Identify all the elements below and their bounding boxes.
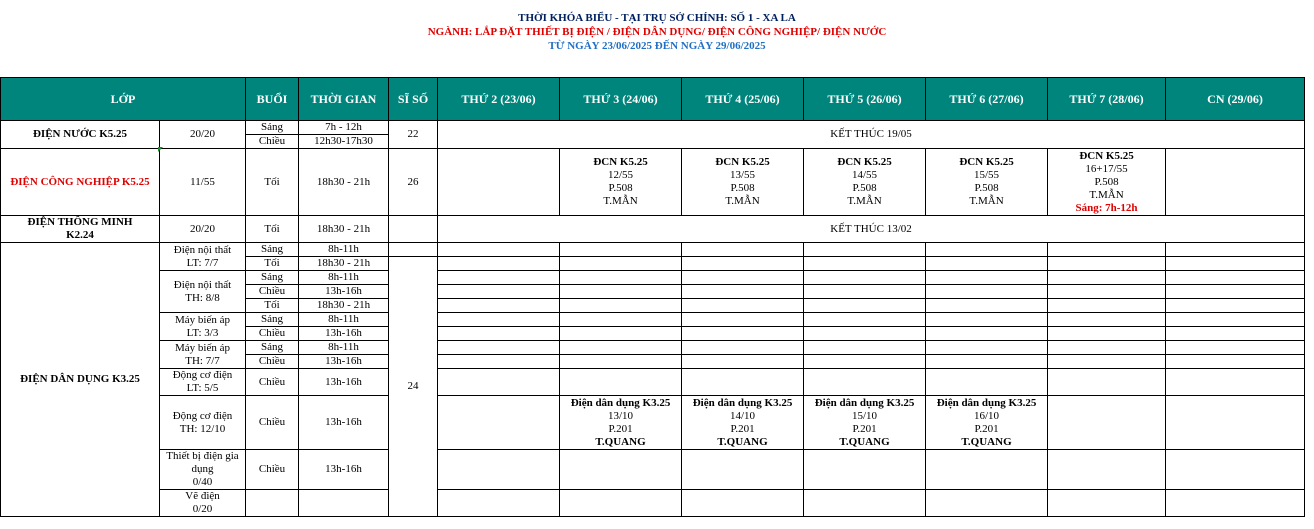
schedule-title: THỜI KHÓA BIỂU - TẠI TRỤ SỞ CHÍNH: SỐ 1 - XA LA xyxy=(518,12,796,24)
time: 13h-16h xyxy=(299,355,389,369)
lesson-extra: Sáng: 7h-12h xyxy=(1075,201,1138,214)
class-progress: 20/20 xyxy=(160,121,246,149)
module-line: TH: 12/10 xyxy=(179,422,226,435)
table-row xyxy=(1,313,1305,327)
module-name xyxy=(160,396,246,450)
col-day: THỨ 2 (23/06) xyxy=(438,78,560,121)
session: Chiều xyxy=(246,355,299,369)
session: Tối xyxy=(246,216,299,243)
module-name xyxy=(160,243,246,271)
table-row xyxy=(1,490,1305,517)
lesson-class: ĐCN K5.25 xyxy=(593,156,648,168)
module-name xyxy=(160,490,246,517)
lesson-teacher: T.MẪN xyxy=(725,195,760,207)
session: Chiều xyxy=(246,450,299,490)
class-size: 26 xyxy=(389,149,438,216)
module-name xyxy=(160,271,246,313)
cell-comment-marker xyxy=(158,147,163,152)
col-day: THỨ 4 (25/06) xyxy=(682,78,804,121)
day-cell xyxy=(1048,396,1166,450)
lesson-class: ĐCN K5.25 xyxy=(959,156,1014,168)
major-line: NGÀNH: LẮP ĐẶT THIẾT BỊ ĐIỆN / ĐIỆN DÂN DỤNG/ ĐIỆN CÔNG NGHIỆP/ ĐIỆN NƯỚC xyxy=(427,26,887,38)
table-row xyxy=(1,243,1305,257)
time: 7h - 12h xyxy=(299,121,389,135)
session: Sáng xyxy=(246,313,299,327)
day-cell xyxy=(1166,396,1305,450)
session: Chiều xyxy=(246,135,299,149)
lesson-class: ĐCN K5.25 xyxy=(837,156,892,168)
lesson-progress: 13/55 xyxy=(729,169,756,181)
lesson-class: ĐCN K5.25 xyxy=(715,156,770,168)
table-row xyxy=(1,396,1305,450)
time: 12h30-17h30 xyxy=(299,135,389,149)
time: 13h-16h xyxy=(299,285,389,299)
session: Sáng xyxy=(246,121,299,135)
class-progress: 20/20 xyxy=(160,216,246,243)
time: 13h-16h xyxy=(299,396,389,450)
lesson-teacher: T.MẪN xyxy=(969,195,1004,207)
lesson-room: P.201 xyxy=(974,422,999,435)
module-name xyxy=(160,313,246,341)
table-row xyxy=(1,216,1305,243)
lesson-room: P.508 xyxy=(1094,175,1119,188)
lesson-class: Điện dân dụng K3.25 xyxy=(814,396,915,409)
table-row xyxy=(1,149,1305,216)
lesson-room: P.508 xyxy=(852,182,877,194)
module-line: Động cơ điện xyxy=(172,369,233,381)
lesson-room: P.508 xyxy=(974,182,999,194)
class-size xyxy=(389,243,438,257)
class-size: 22 xyxy=(389,121,438,149)
time: 13h-16h xyxy=(299,369,389,396)
table-row xyxy=(1,271,1305,285)
lesson-teacher: T.QUANG xyxy=(839,435,890,448)
lesson-progress: 13/10 xyxy=(607,409,634,422)
module-line: 0/40 xyxy=(192,476,213,488)
time: 8h-11h xyxy=(299,313,389,327)
lesson-cell xyxy=(682,396,804,450)
col-day: THỨ 7 (28/06) xyxy=(1048,78,1166,121)
lesson-class: Điện dân dụng K3.25 xyxy=(692,396,793,409)
header-row xyxy=(1,78,1305,121)
lesson-teacher: T.QUANG xyxy=(961,435,1012,448)
lesson-room: P.201 xyxy=(608,422,633,435)
session: Tối xyxy=(246,299,299,313)
lesson-cell xyxy=(560,396,682,450)
lesson-progress: 12/55 xyxy=(607,169,634,181)
class-size xyxy=(389,216,438,243)
day-cell xyxy=(438,396,560,450)
time: 18h30 - 21h xyxy=(299,216,389,243)
module-name xyxy=(160,450,246,490)
session: Tối xyxy=(246,257,299,271)
time: 8h-11h xyxy=(299,271,389,285)
module-line: Điện nội thất xyxy=(173,278,232,291)
lesson-progress: 14/55 xyxy=(851,169,878,181)
col-thoigian: THỜI GIAN xyxy=(299,78,389,121)
lesson-room: P.508 xyxy=(730,182,755,194)
module-line: Máy biến áp xyxy=(175,341,230,354)
lesson-cell xyxy=(1048,149,1166,216)
col-siso: SĨ SỐ xyxy=(389,78,438,121)
session: Tối xyxy=(246,149,299,216)
lesson-cell xyxy=(682,149,804,216)
day-cell xyxy=(438,149,560,216)
module-name xyxy=(160,369,246,396)
col-buoi: BUỔI xyxy=(246,78,299,121)
module-line: Vẽ điện xyxy=(185,490,220,502)
lesson-teacher: T.MẪN xyxy=(1089,188,1124,201)
time: 13h-16h xyxy=(299,327,389,341)
time xyxy=(299,490,389,517)
status-note: KẾT THÚC 19/05 xyxy=(438,121,1305,149)
module-line: LT: 5/5 xyxy=(186,382,219,394)
module-line: TH: 8/8 xyxy=(185,291,220,304)
table-row xyxy=(1,121,1305,135)
module-line: Động cơ điện xyxy=(172,409,233,422)
lesson-teacher: T.MẪN xyxy=(603,195,638,207)
status-note: KẾT THÚC 13/02 xyxy=(438,216,1305,243)
table-row xyxy=(1,450,1305,490)
class-name: ĐIỆN DÂN DỤNG K3.25 xyxy=(1,243,160,517)
session: Chiều xyxy=(246,327,299,341)
module-line: TH: 7/7 xyxy=(185,354,220,367)
class-progress: 11/55 xyxy=(160,149,246,216)
date-range: TỪ NGÀY 23/06/2025 ĐẾN NGÀY 29/06/2025 xyxy=(548,40,766,52)
session xyxy=(246,490,299,517)
timetable xyxy=(0,77,1305,517)
session: Sáng xyxy=(246,271,299,285)
class-name: ĐIỆN NƯỚC K5.25 xyxy=(1,121,160,149)
lesson-cell xyxy=(804,149,926,216)
session: Chiều xyxy=(246,285,299,299)
time: 18h30 - 21h xyxy=(299,257,389,271)
lesson-progress: 16+17/55 xyxy=(1085,162,1128,175)
time: 8h-11h xyxy=(299,341,389,355)
lesson-progress: 14/10 xyxy=(729,409,756,422)
lesson-room: P.201 xyxy=(730,422,755,435)
lesson-cell xyxy=(926,149,1048,216)
time: 13h-16h xyxy=(299,450,389,490)
session: Chiều xyxy=(246,396,299,450)
session: Sáng xyxy=(246,243,299,257)
lesson-progress: 15/55 xyxy=(973,169,1000,181)
module-line: Thiết bị điện gia xyxy=(166,450,239,462)
class-name: ĐIỆN CÔNG NGHIỆP K5.25 xyxy=(1,149,160,216)
lesson-class: Điện dân dụng K3.25 xyxy=(570,396,671,409)
lesson-progress: 16/10 xyxy=(973,409,1000,422)
col-day: THỨ 5 (26/06) xyxy=(804,78,926,121)
table-row xyxy=(1,341,1305,355)
time: 18h30 - 21h xyxy=(299,299,389,313)
col-day: THỨ 6 (27/06) xyxy=(926,78,1048,121)
lesson-teacher: T.MẪN xyxy=(847,195,882,207)
lesson-progress: 15/10 xyxy=(851,409,878,422)
module-line: 0/20 xyxy=(192,503,213,515)
class-name xyxy=(1,216,160,243)
session: Chiều xyxy=(246,369,299,396)
lesson-room: P.508 xyxy=(608,182,633,194)
module-line: Điện nội thất xyxy=(173,243,232,256)
module-line: LT: 7/7 xyxy=(186,256,219,269)
class-size: 24 xyxy=(389,257,438,517)
lesson-cell xyxy=(560,149,682,216)
class-name-line: K2.24 xyxy=(66,229,94,241)
lesson-class: Điện dân dụng K3.25 xyxy=(936,396,1037,409)
col-day: THỨ 3 (24/06) xyxy=(560,78,682,121)
session: Sáng xyxy=(246,341,299,355)
module-line: dụng xyxy=(191,463,214,475)
lesson-class: ĐCN K5.25 xyxy=(1079,149,1134,162)
lesson-cell xyxy=(804,396,926,450)
module-line: Máy biến áp xyxy=(175,313,230,326)
lesson-cell xyxy=(926,396,1048,450)
lesson-room: P.201 xyxy=(852,422,877,435)
col-lop: LỚP xyxy=(1,78,246,121)
col-day: CN (29/06) xyxy=(1166,78,1305,121)
module-name xyxy=(160,341,246,369)
module-line: LT: 3/3 xyxy=(186,326,219,339)
table-row xyxy=(1,369,1305,396)
lesson-teacher: T.QUANG xyxy=(717,435,768,448)
day-cell xyxy=(1166,149,1305,216)
time: 18h30 - 21h xyxy=(299,149,389,216)
lesson-teacher: T.QUANG xyxy=(595,435,646,448)
time: 8h-11h xyxy=(299,243,389,257)
class-name-line: ĐIỆN THÔNG MINH xyxy=(27,216,133,228)
